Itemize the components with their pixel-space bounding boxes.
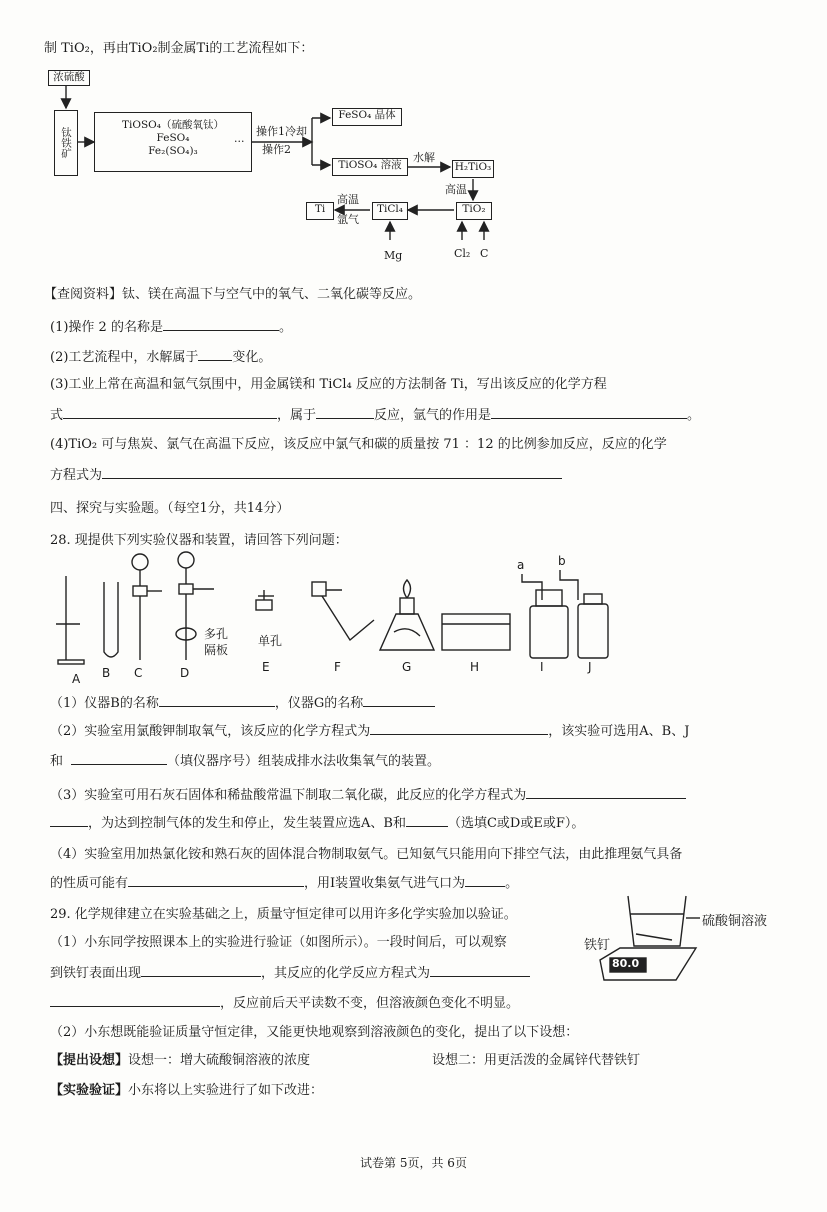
q28-stem: 28. 现提供下列实验仪器和装置，请回答下列问题：: [50, 533, 348, 548]
h2tio3-label: H₂TiO₃: [454, 161, 492, 173]
single-hole-label: 单孔: [258, 634, 283, 648]
porous-label-1: 多孔: [204, 627, 229, 641]
q28-s1-text: （1）仪器B的名称: [50, 696, 159, 711]
q29-s1-text-d: ，反应前后天平读数不变，但溶液颜色变化不明显。: [220, 996, 520, 1011]
q27-p3-end: 。: [687, 408, 701, 423]
hypothesis-1: 设想一：增大硫酸铜溶液的浓度: [128, 1053, 311, 1068]
q29-s1-text-c: ，其反应的化学反应方程式为: [261, 966, 431, 981]
apparatus-label-c: C: [134, 666, 143, 680]
mixture-line-3: Fe₂(SO₄)₃: [148, 145, 198, 157]
q28-s2-and: 和: [50, 754, 64, 769]
q29-s1-text-b: 到铁钉表面出现: [50, 966, 142, 981]
q29-stem: 29. 化学规律建立在实验基础之上，质量守恒定律可以用许多化学实验加以验证。: [50, 907, 517, 922]
apparatus-label-i: I: [540, 660, 544, 674]
q27-part3: (3)工业上常在高温和氩气氛围中，用金属镁和 TiCl₄ 反应的方法制备 Ti，写出该反应的化学方程: [50, 377, 607, 392]
feso4-label: FeSO₄ 晶体: [338, 109, 396, 121]
q28-s3-text: （3）实验室可用石灰石固体和稀盐酸常温下制取二氧化碳，此反应的化学方程式为: [50, 788, 527, 803]
hypothesis-2: 设想二：用更活泼的金属锌代替铁钉: [432, 1053, 641, 1068]
porous-label-2: 隔板: [204, 643, 229, 657]
q29-verify: [50, 1082, 323, 1100]
flow-dots: ···: [234, 135, 245, 148]
q28-s4-text-c: ，用I装置收集氨气进气口为: [304, 876, 466, 891]
verify-heading: 【实验验证】: [50, 1083, 129, 1098]
q28-s3-text-b: ，为达到控制气体的发生和停止，发生装置应选A、B和: [88, 816, 406, 831]
q27-part4: (4)TiO₂ 可与焦炭、氯气在高温下反应，该反应中氯气和碳的质量按 71 ：12 的比例参加反应，反应的化学: [50, 437, 667, 452]
q28-sub4: （4）实验室用加热氯化铵和熟石灰的固体混合物制取氨气。已知氨气只能用向下排空气法，由此推理氨气具备: [50, 847, 683, 862]
cl2-label: Cl₂: [454, 247, 471, 260]
mg-label: Mg: [384, 249, 403, 262]
q27-p1-text: (1)操作 2 的名称是: [50, 320, 163, 335]
q27-p3-belongs: ，属于: [277, 408, 317, 423]
q28-s2-text: （2）实验室用氯酸钾制取氧气，该反应的化学方程式为: [50, 724, 371, 739]
q27-p4-text: 方程式为: [50, 468, 103, 483]
apparatus-label-f: F: [334, 660, 341, 674]
q28-s4-text-b: 的性质可能有: [50, 876, 129, 891]
sulfuric-acid-label: 浓硫酸: [53, 71, 85, 83]
apparatus-label-j: J: [588, 660, 592, 674]
q28-s4-end: 。: [505, 876, 519, 891]
ti-label: Ti: [314, 203, 326, 215]
mixture-line-1: TiOSO₄（硫酸氧钛）: [122, 119, 224, 131]
operation-1-label: 操作1冷却: [256, 125, 307, 138]
q27-p2-text: (2)工艺流程中，水解属于: [50, 350, 199, 365]
section-4-heading: 四、探究与实验题。（每空1分，共14分）: [50, 501, 290, 516]
q29-sub2: （2）小东想既能验证质量守恒定律，又能更快地观察到溶液颜色的变化，提出了以下设想：: [50, 1025, 579, 1040]
mixture-line-2: FeSO₄: [156, 132, 190, 144]
q27-p3-argon-role: 反应，氩气的作用是: [374, 408, 492, 423]
tio2-label: TiO₂: [462, 203, 486, 215]
q28-s2-text-b: ，该实验可选用A、B、J: [548, 724, 690, 739]
q29-sub1: （1）小东同学按照课本上的实验进行验证（如图所示）。一段时间后，可以观察: [50, 935, 507, 950]
operation-2-label: 操作2: [262, 143, 291, 156]
q27-info: 【查阅资料】钛、镁在高温下与空气中的氧气、二氧化碳等反应。: [44, 287, 422, 302]
balance-reading: 80.0: [612, 957, 640, 970]
tioso4-label: TiOSO₄ 溶液: [338, 159, 402, 171]
high-temp-label: 高温: [445, 183, 467, 196]
apparatus-label-d: D: [180, 666, 190, 680]
apparatus-label-g: G: [402, 660, 412, 674]
port-b-label: b: [558, 554, 566, 568]
intro-text: 制 TiO₂，再由TiO₂制金属Ti的工艺流程如下：: [44, 41, 314, 56]
q28-s1-text-b: ，仪器G的名称: [274, 696, 364, 711]
nail-label: 铁钉: [584, 938, 611, 953]
q27-p3-shi: 式: [50, 408, 64, 423]
ticl4-label: TiCl₄: [377, 203, 403, 215]
solution-label: 硫酸铜溶液: [702, 914, 768, 929]
hypothesis-heading: 【提出设想】: [50, 1053, 129, 1068]
c-label: C: [480, 247, 489, 260]
apparatus-label-a: A: [72, 672, 81, 686]
apparatus-label-e: E: [262, 660, 270, 674]
ore-label: 钛铁矿: [60, 127, 72, 159]
q27-p1-end: 。: [278, 320, 292, 335]
q28-s3-text-c: （选填C或D或E或F）。: [447, 816, 585, 831]
apparatus-label-h: H: [470, 660, 480, 674]
argon-high-temp-label: 高温: [337, 193, 359, 206]
q29-hypotheses: [50, 1052, 310, 1070]
hydrolysis-label: 水解: [413, 151, 435, 164]
q27-p2-end: 变化。: [232, 350, 272, 365]
q28-s2-text-d: （填仪器序号）组装成排水法收集氧气的装置。: [167, 754, 441, 769]
page-footer: 试卷第 5页，共 6页: [360, 1156, 467, 1170]
argon-label: 氩气: [337, 213, 359, 226]
port-a-label: a: [517, 558, 525, 572]
verify-text: 小东将以上实验进行了如下改进：: [128, 1083, 324, 1098]
apparatus-label-b: B: [102, 666, 111, 680]
